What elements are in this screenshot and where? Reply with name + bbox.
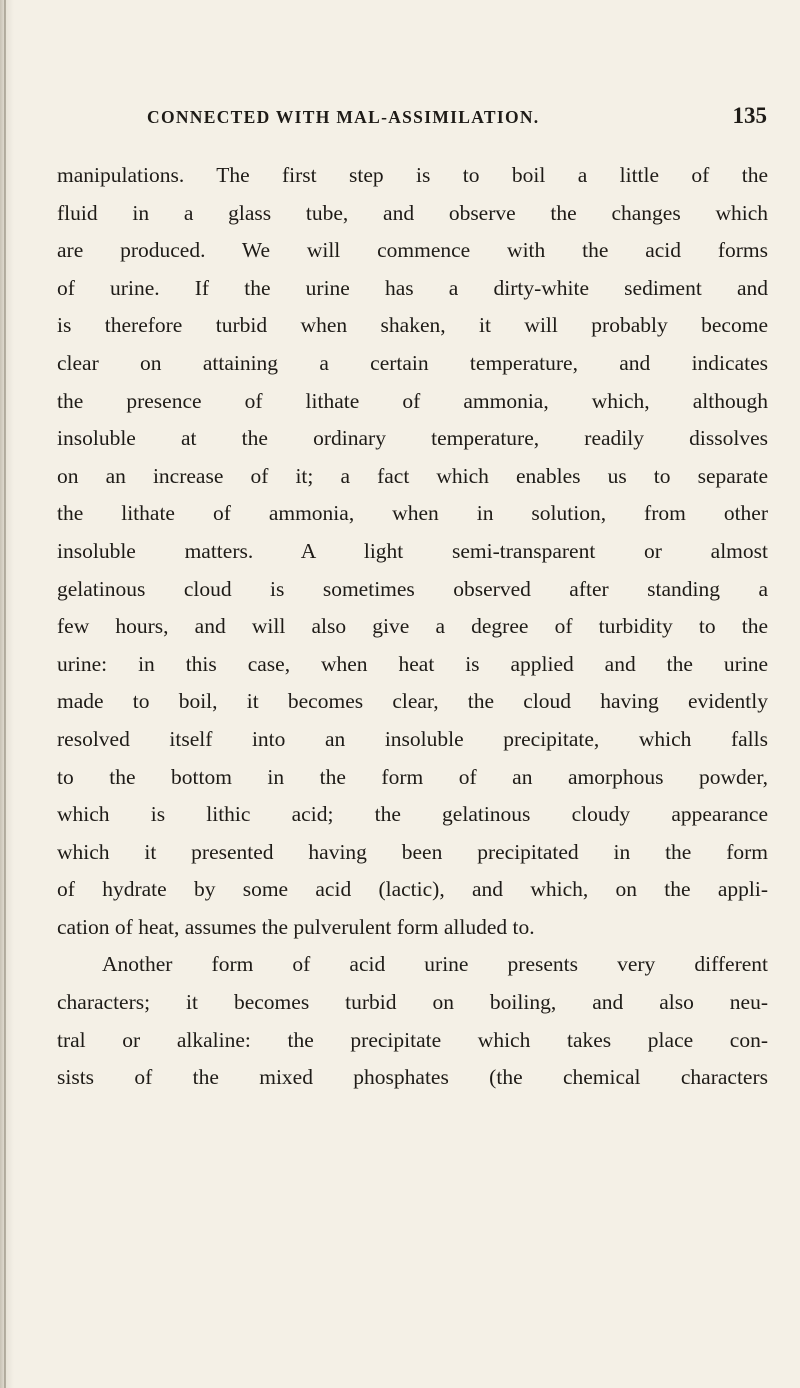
paragraph-start-line: Another form of acid urine presents very different [102,952,768,977]
text-line: the presence of lithate of ammonia, which, although [57,388,768,413]
text-line: are produced. We will commence with the acid forms [57,238,768,263]
text-line: insoluble at the ordinary temperature, readily dissolves [57,426,768,451]
page-number: 135 [732,103,767,128]
body-text [57,157,768,1097]
text-line: to the bottom in the form of an amorphous powder, [57,764,768,789]
text-line: of urine. If the urine has a dirty-white sediment and [57,275,768,300]
text-line: tral or alkaline: the precipitate which takes place con- [57,1027,768,1052]
text-line: fluid in a glass tube, and observe the changes which [57,200,768,225]
text-line: which is lithic acid; the gelatinous cloudy appearance [57,802,768,827]
paragraph-end-line: cation of heat, assumes the pulverulent form alluded to. [57,914,535,939]
text-line: insoluble matters. A light semi-transparent or almost [57,538,768,563]
text-line: resolved itself into an insoluble precipitate, which falls [57,726,768,751]
page-binding-edge [4,0,6,1388]
running-title: CONNECTED WITH MAL-ASSIMILATION. [147,107,540,127]
text-line: characters; it becomes turbid on boiling, and also neu- [57,990,768,1015]
text-line: urine: in this case, when heat is applied and the urine [57,651,768,676]
text-line: clear on attaining a certain temperature, and indicates [57,350,768,375]
text-line: gelatinous cloud is sometimes observed after standing a [57,576,768,601]
text-line: manipulations. The first step is to boil a little of the [57,163,768,187]
text-line: is therefore turbid when shaken, it will probably become [57,313,768,338]
text-line: made to boil, it becomes clear, the cloud having evidently [57,689,768,714]
text-line: sists of the mixed phosphates (the chemical characters [57,1065,768,1090]
running-head [147,103,767,133]
text-line: few hours, and will also give a degree of turbidity to the [57,614,768,639]
text-line: on an increase of it; a fact which enables us to separate [57,463,768,488]
text-line: which it presented having been precipitated in the form [57,839,768,864]
text-line: the lithate of ammonia, when in solution, from other [57,501,768,526]
text-line: of hydrate by some acid (lactic), and which, on the appli- [57,877,768,902]
